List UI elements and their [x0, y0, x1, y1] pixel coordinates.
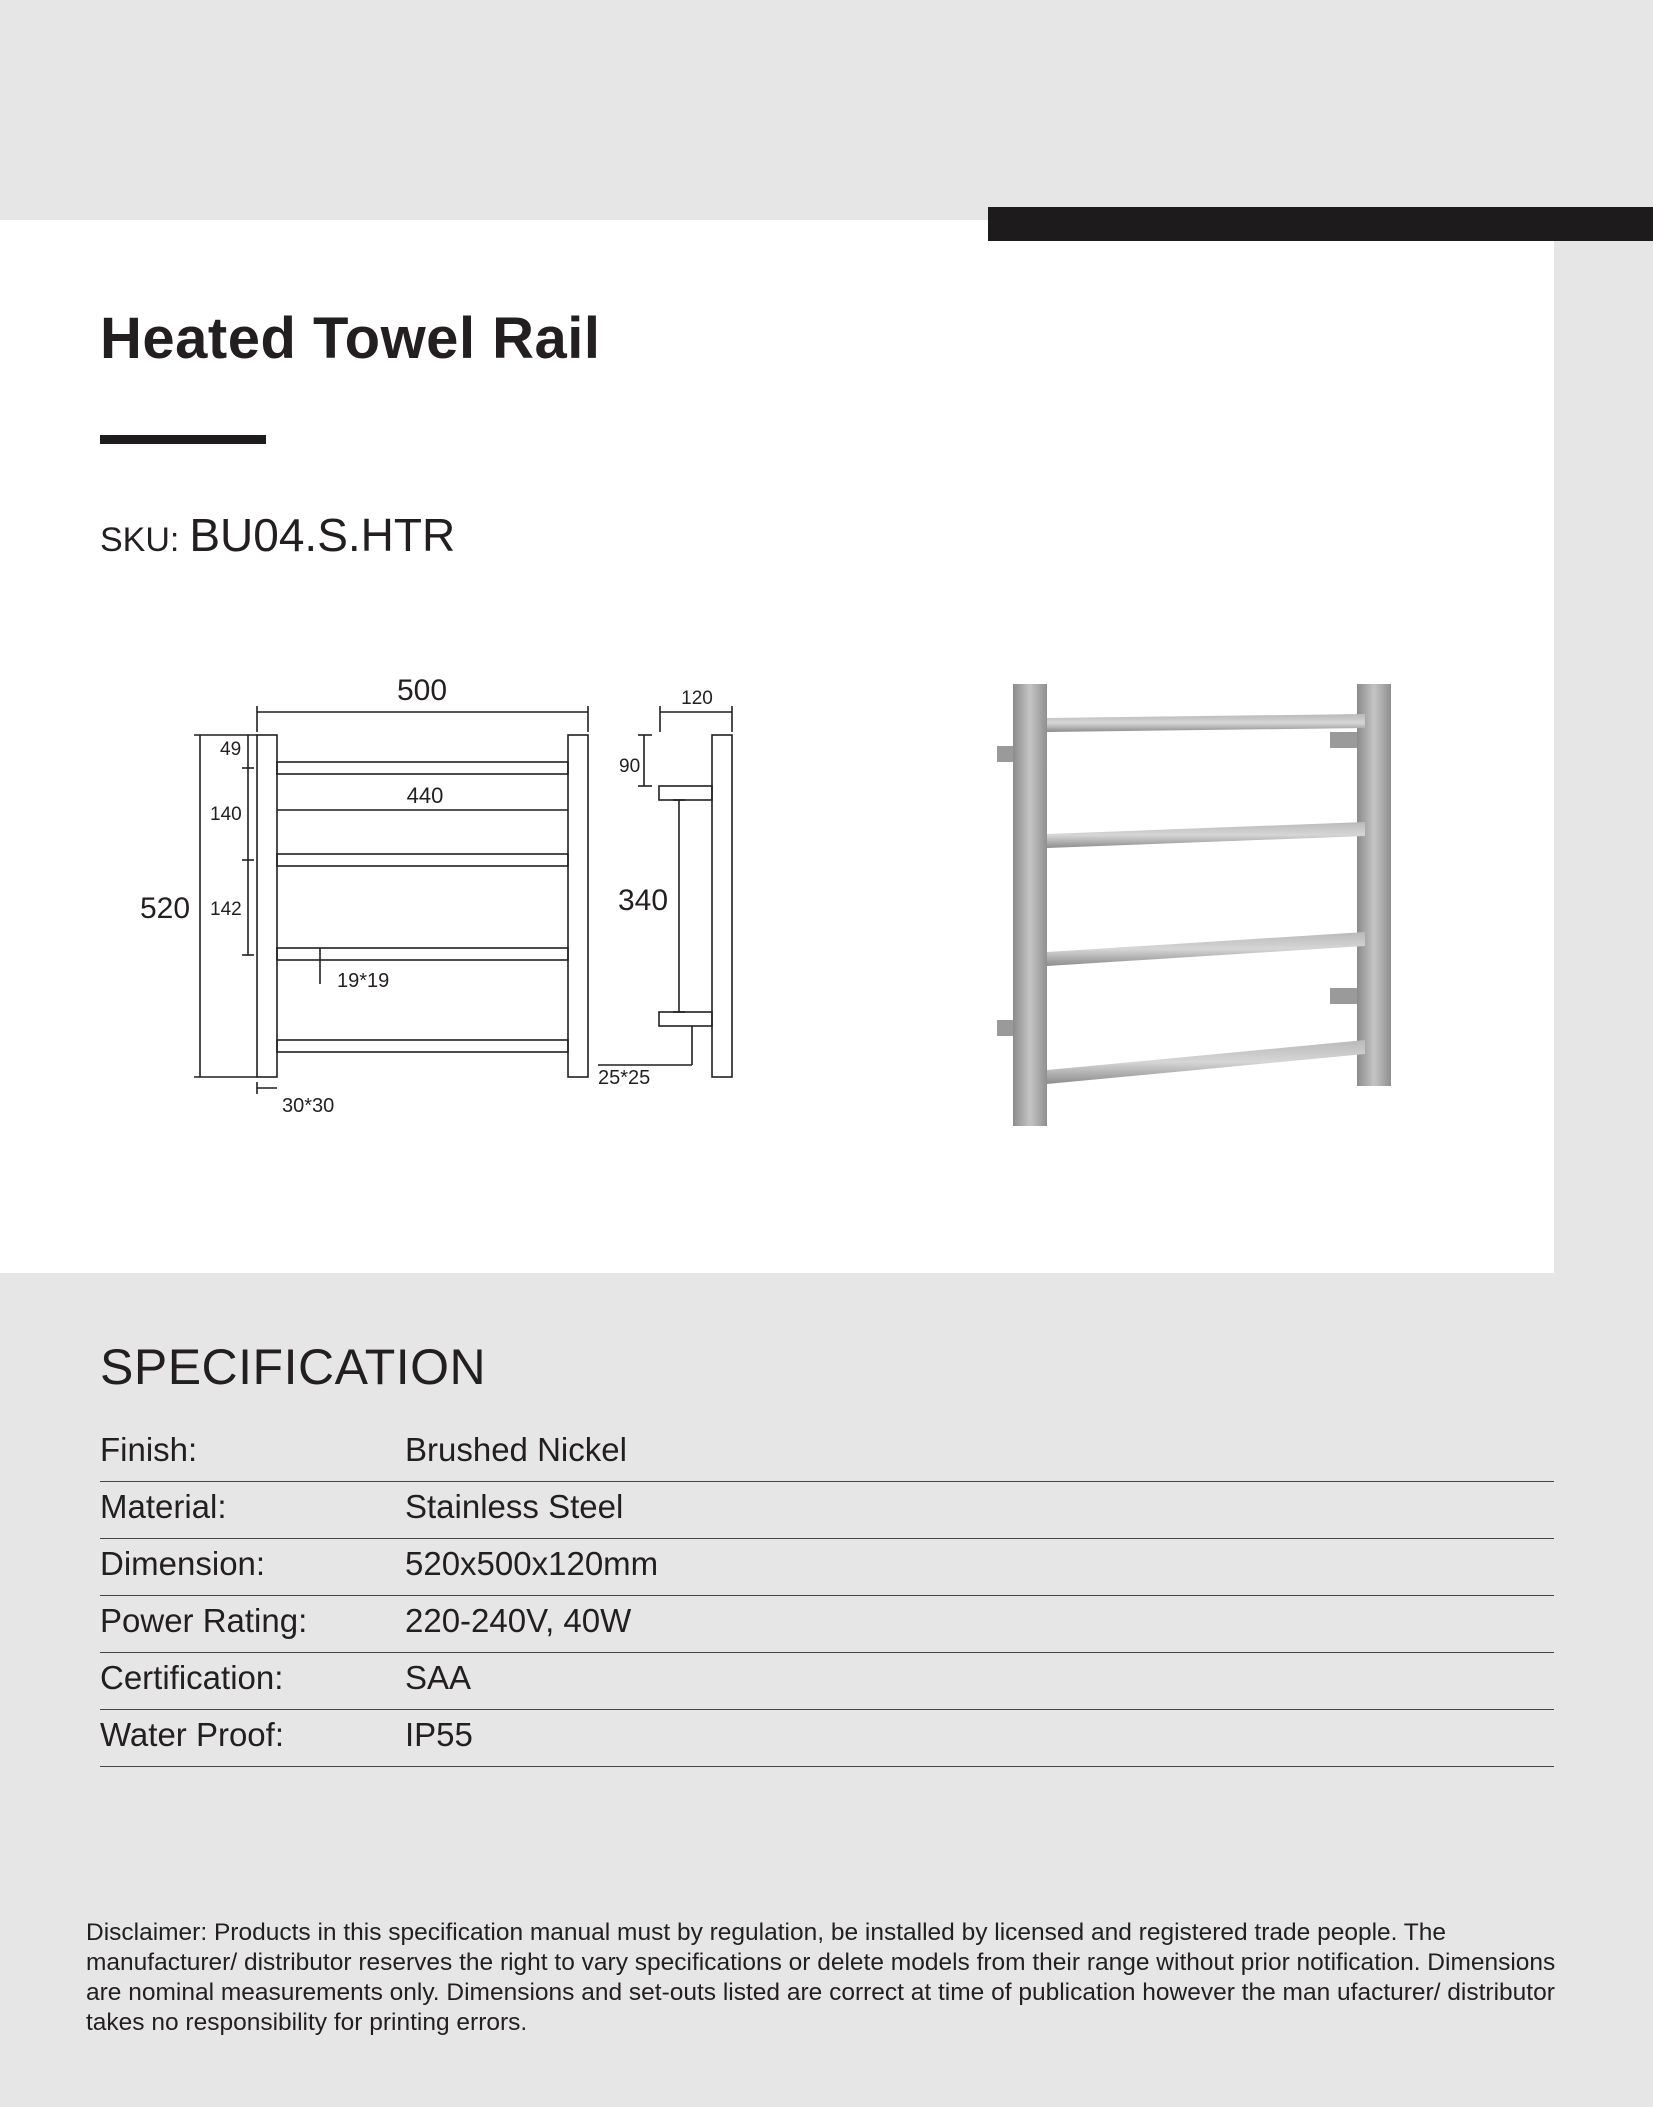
left-post [257, 735, 277, 1077]
spec-key: Dimension: [100, 1545, 266, 1582]
spec-row-material [100, 1482, 1554, 1539]
side-bracket [659, 786, 712, 800]
dim-top-offset: 49 [220, 739, 242, 760]
specification-title: SPECIFICATION [100, 1339, 487, 1395]
dim-gap-1: 140 [210, 804, 242, 825]
spec-key: Material: [100, 1488, 227, 1525]
spec-row-dimension [100, 1539, 1554, 1596]
side-view-post [712, 735, 732, 1077]
rail-bar [277, 854, 568, 866]
specification-table [100, 1425, 1554, 1767]
spec-row-power-rating [100, 1596, 1554, 1653]
rail-bar [1047, 932, 1365, 966]
spec-value: 520x500x120mm [405, 1545, 659, 1582]
spec-row-finish [100, 1425, 1554, 1482]
dim-post-section: 30*30 [282, 1095, 335, 1117]
dim-bracket-offset: 90 [619, 756, 641, 777]
rail-bar [1047, 1040, 1365, 1084]
spec-key: Power Rating: [100, 1602, 308, 1639]
header-accent-bar [988, 207, 1653, 241]
spec-key: Certification: [100, 1659, 284, 1696]
sku-value: BU04.S.HTR [189, 509, 456, 561]
disclaimer-text: Disclaimer: Products in this specification manual must by regulation, be installed by licensed and registered trade people. The manufacturer/ distributor reserves the right to vary specifications or delete models from their range without prior notification. Dimensions are nominal measurements only. Dimensions and set-outs listed are correct at time of publication however the man ufacturer/ distributor takes no responsibility for printing errors. [86, 1919, 1556, 2036]
dim-depth: 120 [681, 688, 713, 709]
dim-width: 500 [396, 674, 448, 707]
title-underline [100, 435, 266, 444]
dim-bracket-spacing: 340 [618, 884, 669, 917]
spec-value: IP55 [405, 1716, 473, 1753]
spec-key: Finish: [100, 1431, 198, 1468]
product-title: Heated Towel Rail [100, 306, 601, 371]
spec-row-water-proof [100, 1710, 1554, 1767]
dim-gap-2: 142 [210, 899, 242, 920]
left-post [1013, 684, 1047, 1126]
spec-value: SAA [405, 1659, 472, 1696]
technical-drawing [130, 670, 750, 1130]
right-post [1357, 684, 1391, 1086]
dim-bracket-section: 25*25 [598, 1067, 651, 1089]
dim-bar-length: 440 [406, 783, 444, 808]
rail-bar [277, 762, 568, 774]
spec-value: 220-240V, 40W [405, 1602, 632, 1639]
rail-bar [1047, 822, 1365, 848]
right-post [568, 735, 588, 1077]
sku-label: SKU: [100, 521, 180, 559]
spec-value: Brushed Nickel [405, 1431, 627, 1468]
product-image [985, 670, 1405, 1140]
rail-bar [277, 1040, 568, 1052]
spec-value: Stainless Steel [405, 1488, 624, 1525]
sku-line [100, 508, 455, 562]
spec-row-certification [100, 1653, 1554, 1710]
rail-bar [1047, 714, 1365, 732]
spec-key: Water Proof: [100, 1716, 284, 1753]
side-bracket [659, 1012, 712, 1026]
dim-height: 520 [140, 892, 191, 925]
dim-bar-section: 19*19 [337, 970, 390, 992]
